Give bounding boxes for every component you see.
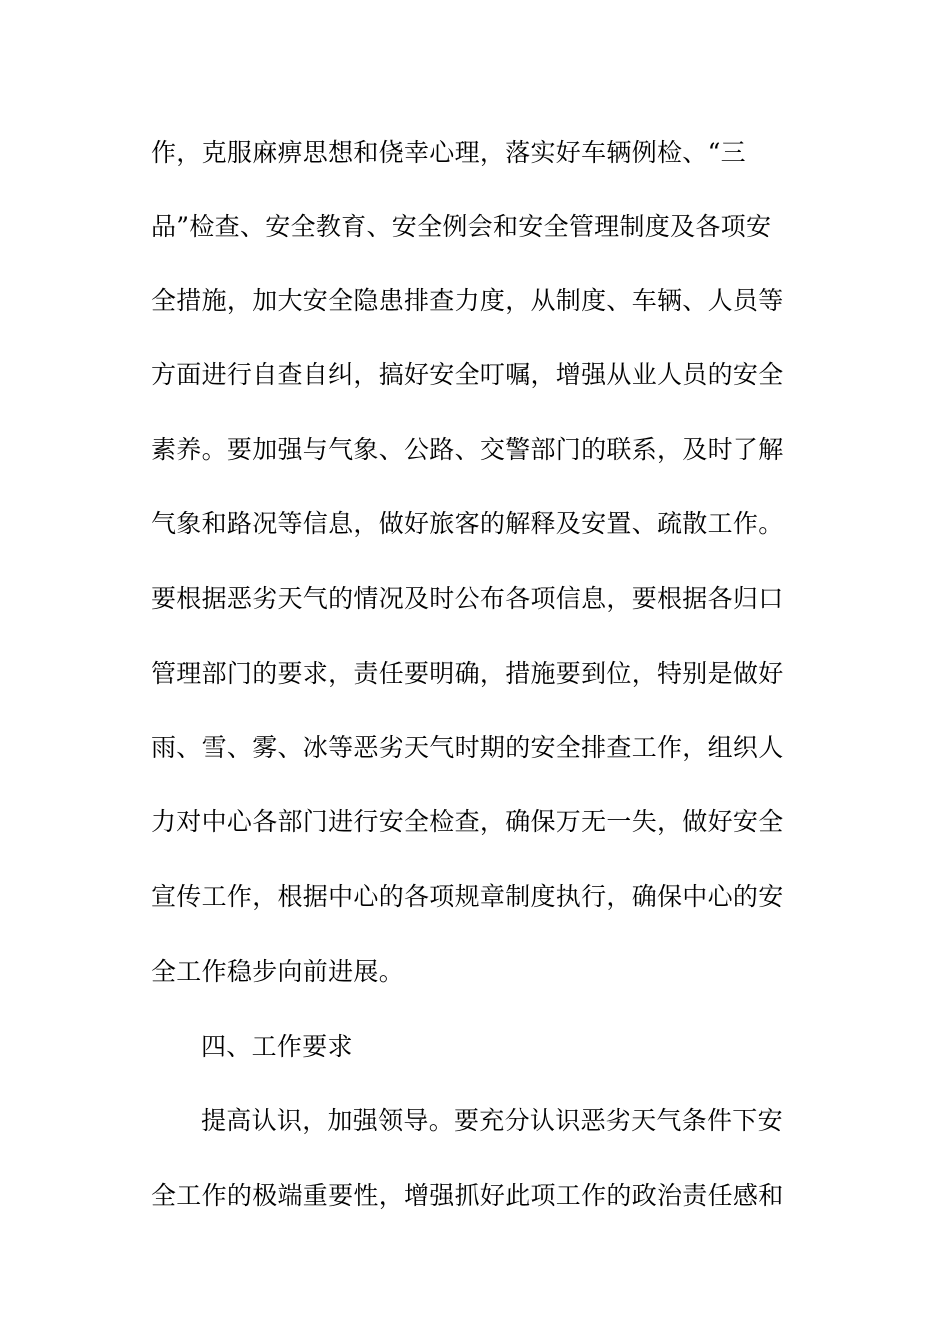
body-text-line: 方面进行自查自纠，搞好安全叮嘱，增强从业人员的安全 <box>151 360 784 389</box>
body-text-line: 力对中心各部门进行安全检查，确保万无一失，做好安全 <box>151 807 784 836</box>
body-text-line: 管理部门的要求，责任要明确，措施要到位，特别是做好 <box>151 659 784 688</box>
paragraph-line: 全工作的极端重要性，增强抓好此项工作的政治责任感和 <box>151 1181 784 1210</box>
section-heading: 四、工作要求 <box>201 1032 353 1061</box>
body-text-line: 全工作稳步向前进展。 <box>151 957 405 986</box>
body-text-line: 宣传工作，根据中心的各项规章制度执行，确保中心的安 <box>151 882 784 911</box>
body-text-line: 全措施，加大安全隐患排查力度，从制度、车辆、人员等 <box>151 286 784 315</box>
body-text-line: 素养。要加强与气象、公路、交警部门的联系，及时了解 <box>151 435 784 464</box>
body-text-line: 雨、雪、雾、冰等恶劣天气时期的安全排查工作，组织人 <box>151 733 784 762</box>
body-text-line: 气象和路况等信息，做好旅客的解释及安置、疏散工作。 <box>151 509 784 538</box>
body-text-line: 要根据恶劣天气的情况及时公布各项信息，要根据各归口 <box>151 584 784 613</box>
body-text-line: 品”检查、安全教育、安全例会和安全管理制度及各项安 <box>151 212 772 241</box>
body-text-line: 作，克服麻痹思想和侥幸心理，落实好车辆例检、“三 <box>151 138 746 167</box>
paragraph-line: 提高认识，加强领导。要充分认识恶劣天气条件下安 <box>201 1106 783 1135</box>
